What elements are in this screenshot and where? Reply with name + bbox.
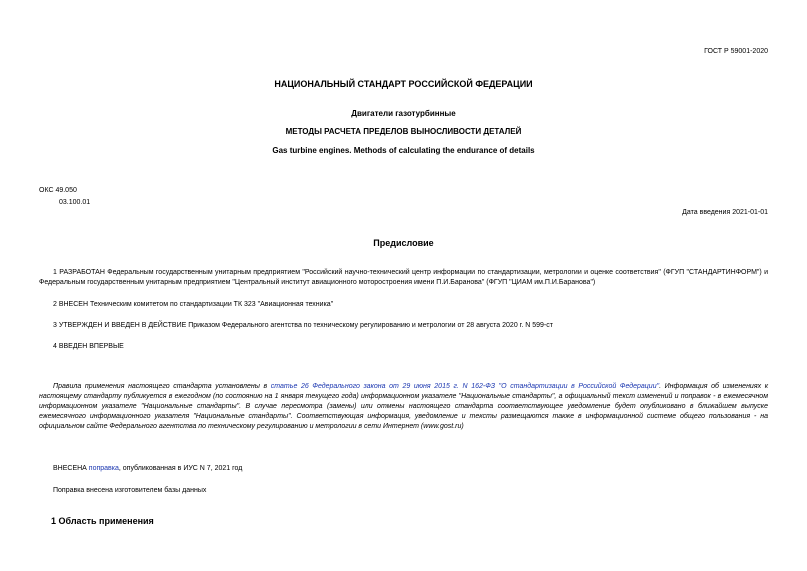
preface-item-3: 3 УТВЕРЖДЕН И ВВЕДЕН В ДЕЙСТВИЕ Приказом Федерального агентства по техническому регулированию и метрологии от 28 августа 2020 г. N 599-ст: [53, 322, 553, 329]
amendment-link[interactable]: поправка: [88, 465, 119, 472]
oks-code-1: ОКС 49.050: [39, 187, 77, 194]
preface-heading: Предисловие: [373, 238, 434, 248]
amendment-note: Поправка внесена изготовителем базы данных: [53, 487, 207, 494]
preface-item-1: 1 РАЗРАБОТАН Федеральным государственным унитарным предприятием "Российский научно-технический центр информации по стандартизации, метрологии и оценке соответствия" (ФГУП "СТАНДАРТИНФОРМ") и Федеральным государственным унитарным предприятием "Центральный институт авиационного моторостроения имени П.И.Баранова" (ФГУП "ЦИАМ им.П.И.Баранова"): [39, 269, 768, 286]
title-ru-main: МЕТОДЫ РАСЧЕТА ПРЕДЕЛОВ ВЫНОСЛИВОСТИ ДЕТАЛЕЙ: [285, 127, 522, 136]
preface-item-4: 4 ВВЕДЕН ВПЕРВЫЕ: [53, 343, 124, 350]
section-1-heading: 1 Область применения: [51, 516, 154, 526]
law-article-link[interactable]: статье 26 Федерального закона от 29 июня 2015 г. N 162-ФЗ "О стандартизации в Российской Федерации": [270, 383, 660, 390]
rules-text-1: Правила применения настоящего стандарта установлены в: [53, 383, 271, 390]
title-ru-subject: Двигатели газотурбинные: [351, 109, 456, 118]
rules-paragraph: [39, 382, 768, 432]
amendment-text-2: , опубликованная в ИУС N 7, 2021 год: [118, 465, 243, 472]
oks-code-2: 03.100.01: [59, 199, 91, 206]
document-code: ГОСТ Р 59001-2020: [704, 48, 768, 55]
introduction-date: Дата введения 2021-01-01: [682, 209, 768, 216]
preface-item-2: 2 ВНЕСЕН Техническим комитетом по стандартизации ТК 323 "Авиационная техника": [53, 301, 334, 308]
title-en: Gas turbine engines. Methods of calculating the endurance of details: [272, 146, 535, 155]
rules-text-2: . Информация об изменениях к настоящему стандарту публикуется в ежегодном (по состоянию на 1 января текущего года) информационном указателе "Национальные стандарты", а официальный текст изменений и поправок - в ежемесячном информационном указателе "Национальные стандарты". В случае пересмотра (замены) или отмены настоящего стандарта соответствующее уведомление будет опубликовано в ближайшем выпуске ежемесячного информационного указателя "Национальные стандарты". Соответствующая информация, уведомление и тексты размещаются также в информационной системе общего пользования - на официальном сайте Федерального агентства по техническому регулированию и метрологии в сети Интернет (www.gost.ru): [39, 383, 768, 430]
amendment-paragraph: [39, 464, 768, 474]
national-standard-heading: НАЦИОНАЛЬНЫЙ СТАНДАРТ РОССИЙСКОЙ ФЕДЕРАЦИИ: [274, 79, 533, 89]
amendment-text-1: ВНЕСЕНА: [53, 465, 89, 472]
